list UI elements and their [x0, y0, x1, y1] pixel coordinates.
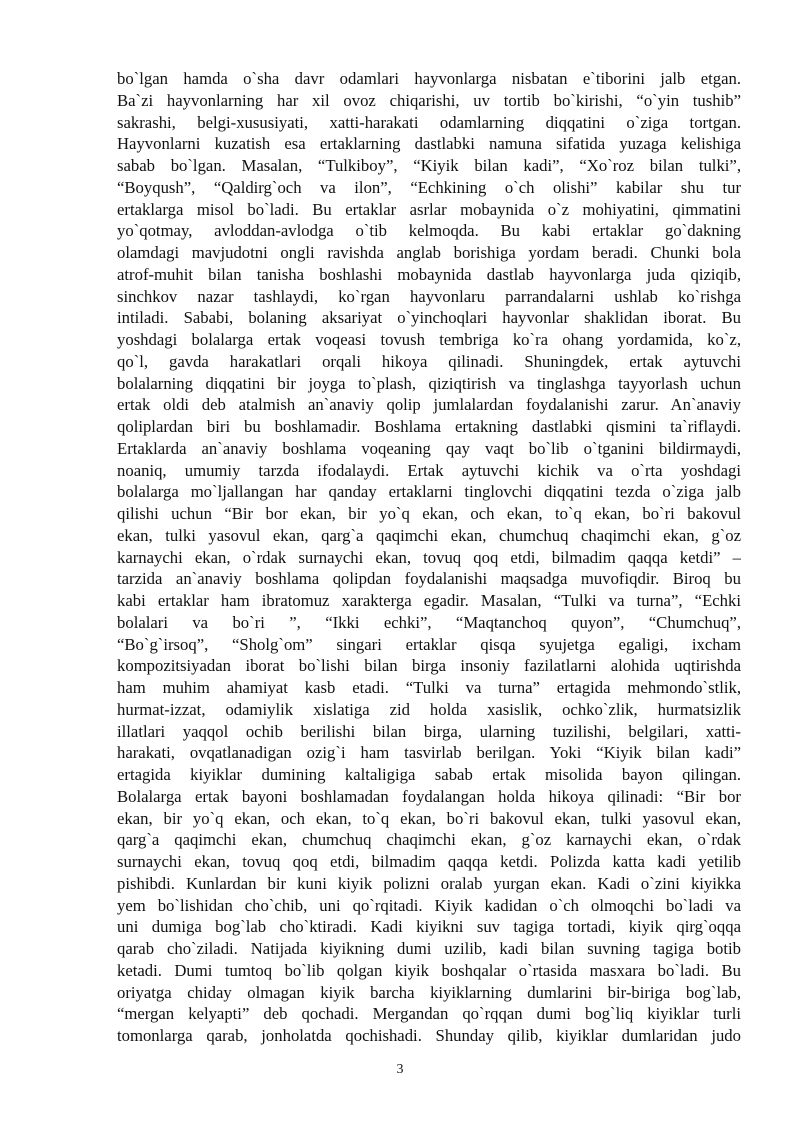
text-line: Hayvonlarni kuzatish esa ertaklarning dastlabki namuna sifatida yuzaga kelishiga — [117, 134, 741, 154]
text-line: surnaychi ekan, tovuq qoq etdi, bilmadim qaqqa ketdi. Polizda katta kadi yetilib — [117, 852, 741, 871]
text-line: karnaychi ekan, o`rdak surnaychi ekan, tovuq qoq etdi, bilmadim qaqqa ketdi” – — [117, 547, 741, 567]
text-line: ekan, bir yo`q ekan, och ekan, to`q ekan, bo`ri bakovul ekan, tulki yasovul ekan, — [117, 808, 741, 828]
text-line: yo`qotmay, avloddan-avlodga o`tib kelmoqda. Bu kabi ertaklar go`dakning — [117, 221, 741, 241]
text-line: kompozitsiyadan iborat bo`lishi bilan birga insoniy fazilatlarni alohida uqtirishda — [117, 656, 741, 676]
text-line: ertak oldi deb atalmish an`anaviy qolip jumlalardan foydalanishi zarur. An`anaviy — [117, 395, 741, 415]
document-body — [117, 68, 741, 1047]
text-line: ekan, tulki yasovul ekan, qarg`a qaqimchi ekan, chumchuq chaqimchi ekan, g`oz — [117, 525, 741, 545]
text-line: ham muhim ahamiyat kasb etadi. “Tulki va turna” ertagida mehmondo`stlik, — [117, 678, 741, 697]
text-line: ertaklarga misol bo`ladi. Bu ertaklar asrlar mobaynida o`z mohiyatini, qimmatini — [117, 199, 741, 219]
text-line: Ba`zi hayvonlarning har xil ovoz chiqarishi, uv tortib bo`kirishi, “o`yin tushib” — [117, 90, 741, 110]
text-line: bolalarga mo`ljallangan har qanday ertaklarni tinglovchi diqqatini tezda o`ziga jalb — [117, 482, 741, 502]
text-line: “Boyqush”, “Qaldirg`och va ilon”, “Echkining o`ch olishi” kabilar shu tur — [117, 177, 741, 197]
text-line: sinchkov nazar tashlaydi, ko`rgan hayvonlaru parrandalarni ushlab ko`rishga — [117, 286, 741, 306]
text-line: qoliplardan biri bu boshlamadir. Boshlama ertakning dastlabki qismini ta`riflaydi. — [117, 417, 741, 436]
text-line: noaniq, umumiy tarzda ifodalaydi. Ertak aytuvchi kichik va o`rta yoshdagi — [117, 460, 741, 480]
text-line: bolalarning diqqatini bir joyga to`plash, qiziqtirish va tinglashga tayyorlash uchun — [117, 373, 741, 393]
text-line: bolalari va bo`ri ”, “Ikki echki”, “Maqtanchoq quyon”, “Chumchuq”, — [117, 612, 741, 632]
text-line: qilishi uchun “Bir bor ekan, bir yo`q ekan, och ekan, to`q ekan, bo`ri bakovul — [117, 504, 741, 523]
text-line: sabab bo`lgan. Masalan, “Tulkiboy”, “Kiyik bilan kadi”, “Xo`roz bilan tulki”, — [117, 156, 741, 175]
text-line: oriyatga chiday olmagan kiyik barcha kiyiklarning dumlarini bir-biriga bog`lab, — [117, 982, 741, 1002]
text-line: bo`lgan hamda o`sha davr odamlari hayvonlarga nisbatan e`tiborini jalb etgan. — [117, 69, 741, 88]
text-line: sakrashi, belgi-xususiyati, xatti-harakati odamlarning diqqatini o`ziga tortgan. — [117, 112, 741, 132]
page-number: 3 — [396, 1062, 404, 1077]
text-line: intiladi. Sababi, bolaning aksariyat o`yinchoqlari hayvonlar shaklidan iborat. Bu — [117, 308, 741, 328]
text-line: ketadi. Dumi tumtoq bo`lib qolgan kiyik boshqalar o`rtasida masxara bo`ladi. Bu — [117, 960, 741, 980]
text-line: tomonlarga qarab, jonholatda qochishadi. Shunday qilib, kiyiklar dumlaridan judo — [117, 1026, 741, 1045]
text-line: qo`l, gavda harakatlari orqali hikoya qilinadi. Shuningdek, ertak aytuvchi — [117, 351, 741, 371]
text-line: uni dumiga bog`lab cho`ktiradi. Kadi kiyikni suv tagiga tortadi, kiyik qirg`oqqa — [117, 917, 741, 937]
text-line: harakati, ovqatlanadigan ozig`i ham tasvirlab berilgan. Yoki “Kiyik bilan kadi” — [117, 743, 741, 763]
text-line: tarzida an`anaviy boshlama qolipdan foydalanishi maqsadga muvofiqdir. Biroq bu — [117, 569, 741, 589]
text-line: pishibdi. Kunlardan bir kuni kiyik polizni oralab yurgan ekan. Kadi o`zini kiyikka — [117, 873, 741, 893]
text-line: yem bo`lishidan cho`chib, uni qo`rqitadi. Kiyik kadidan o`ch olmoqchi bo`ladi va — [117, 895, 741, 915]
text-line: qarg`a qaqimchi ekan, chumchuq chaqimchi ekan, g`oz karnaychi ekan, o`rdak — [117, 830, 741, 850]
text-line: olamdagi mavjudotni ongli ravishda anglab borishiga yordam beradi. Chunki bola — [117, 243, 741, 262]
text-line: “mergan kelyapti” deb qochadi. Mergandan qo`rqqan dumi bog`liq kiyiklar turli — [117, 1004, 741, 1024]
text-line: qarab cho`ziladi. Natijada kiyikning dumi uzilib, kadi bilan suvning tagiga botib — [117, 939, 741, 958]
text-line: yoshdagi bolalarga ertak voqeasi tovush tembriga ko`ra ohang yordamida, ko`z, — [117, 330, 741, 349]
text-line: kabi ertaklar ham ibratomuz xarakterga egadir. Masalan, “Tulki va turna”, “Echki — [117, 591, 741, 610]
text-line: Ertaklarda an`anaviy boshlama voqeaning qay vaqt bo`lib o`tganini bildirmaydi, — [117, 438, 741, 458]
text-line: ertagida kiyiklar dumining kaltaligiga sabab ertak misolida bayon qilingan. — [117, 765, 741, 784]
text-line: illatlari yaqqol ochib berilishi bilan birga, ularning tuzilishi, belgilari, xatti- — [117, 721, 741, 741]
text-line: Bolalarga ertak bayoni boshlamadan foydalangan holda hikoya qilinadi: “Bir bor — [117, 786, 741, 806]
text-line: atrof-muhit bilan tanisha boshlashi mobaynida dastlab hayvonlarga juda qiziqib, — [117, 264, 741, 284]
text-line: “Bo`g`irsoq”, “Sholg`om” singari ertaklar qisqa syujetga egaligi, ixcham — [117, 634, 741, 654]
text-line: hurmat-izzat, odamiylik xislatiga zid holda xasislik, ochko`zlik, hurmatsizlik — [117, 699, 741, 719]
